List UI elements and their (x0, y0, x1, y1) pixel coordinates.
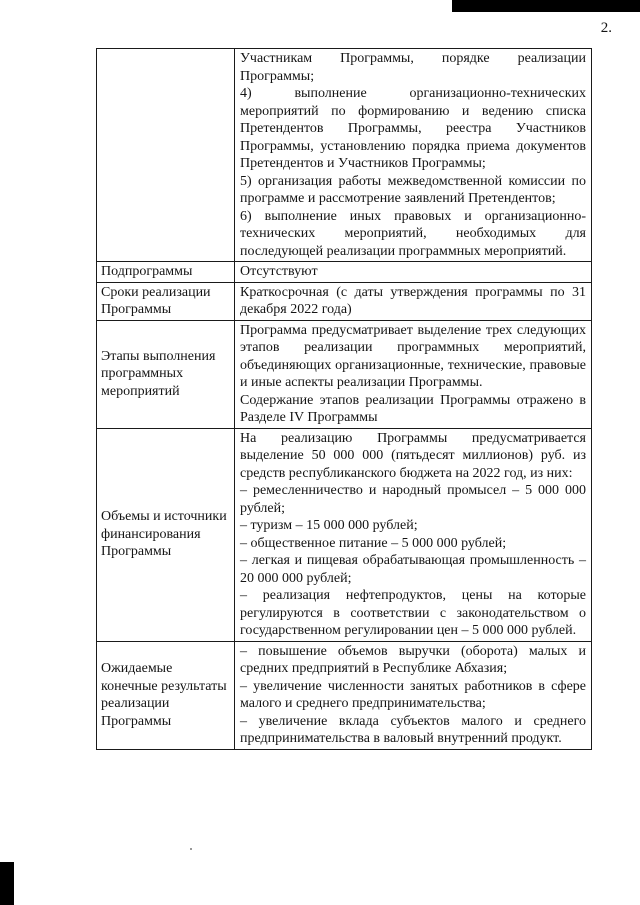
paragraph: На реализацию Программы предусматривается выделение 50 000 000 (пятьдесят миллионов) руб. из средств республиканского бюджета на 2022 год, из них: (240, 430, 586, 481)
paragraph: – увеличение вклада субъектов малого и среднего предпринимательства в валовый внутренний продукт. (240, 713, 586, 746)
scan-edge-bar-left (0, 862, 14, 905)
row-label-expected-results: Ожидаемые конечные результаты реализации Программы (97, 641, 235, 749)
scan-edge-bar-top (452, 0, 640, 12)
paragraph: 6) выполнение иных правовых и организационно-технических мероприятий, необходимых для последующей реализации программных мероприятий. (240, 208, 586, 259)
row-content-timeframe (235, 282, 592, 320)
row-label-empty (97, 49, 235, 262)
paragraph: – ремесленничество и народный промысел – 5 000 000 рублей; (240, 483, 586, 516)
row-content-subprograms (235, 262, 592, 283)
paragraph: Содержание этапов реализации Программы отражено в Разделе IV Программы (240, 392, 586, 425)
paragraph: – легкая и пищевая обрабатывающая промышленность – 20 000 000 рублей; (240, 553, 586, 586)
paragraph: Краткосрочная (с даты утверждения программы по 31 декабря 2022 года) (240, 284, 586, 317)
paragraph: – туризм – 15 000 000 рублей; (240, 518, 418, 533)
paragraph: Программа предусматривает выделение трех следующих этапов реализации программных мероприятий, объединяющих организационные, технические, правовые и иные аспекты реализации Программы. (240, 322, 586, 390)
page-number: 2. (600, 20, 612, 36)
paragraph: – повышение объемов выручки (оборота) малых и средних предприятий в Республике Абхазия; (240, 643, 586, 676)
paragraph: Участникам Программы, порядке реализации Программы; (240, 51, 586, 84)
table-row (97, 428, 592, 641)
row-content-funding (235, 428, 592, 641)
paragraph: – увеличение численности занятых работников в сфере малого и среднего предпринимательства; (240, 678, 586, 711)
paragraph: 5) организация работы межведомственной комиссии по программе и рассмотрение заявлений Претендентов; (240, 173, 586, 206)
table-row (97, 641, 592, 749)
paragraph: 4) выполнение организационно-технических мероприятий по формированию и ведению списка Претендентов Программы, реестра Участников Программы, установлению порядка приема документов Претендентов и Участников Программы; (240, 86, 586, 171)
program-passport-table (96, 48, 592, 750)
row-label-subprograms: Подпрограммы (97, 262, 235, 283)
row-content-expected-results (235, 641, 592, 749)
scan-speck (190, 848, 192, 850)
row-content-tasks (235, 49, 592, 262)
table-row (97, 282, 592, 320)
table-row (97, 49, 592, 262)
paragraph: – общественное питание – 5 000 000 рублей; (240, 535, 507, 551)
row-label-timeframe: Сроки реализации Программы (97, 282, 235, 320)
paragraph: – реализация нефтепродуктов, цены на которые регулируются в соответствии с законодательством о государственном регулировании цен – 5 000 000 рублей. (240, 588, 586, 638)
row-label-stages: Этапы выполнения программных мероприятий (97, 320, 235, 428)
row-label-funding: Объемы и источники финансирования Программы (97, 428, 235, 641)
table-row (97, 320, 592, 428)
table-row (97, 262, 592, 283)
paragraph: Отсутствуют (240, 264, 318, 279)
row-content-stages (235, 320, 592, 428)
